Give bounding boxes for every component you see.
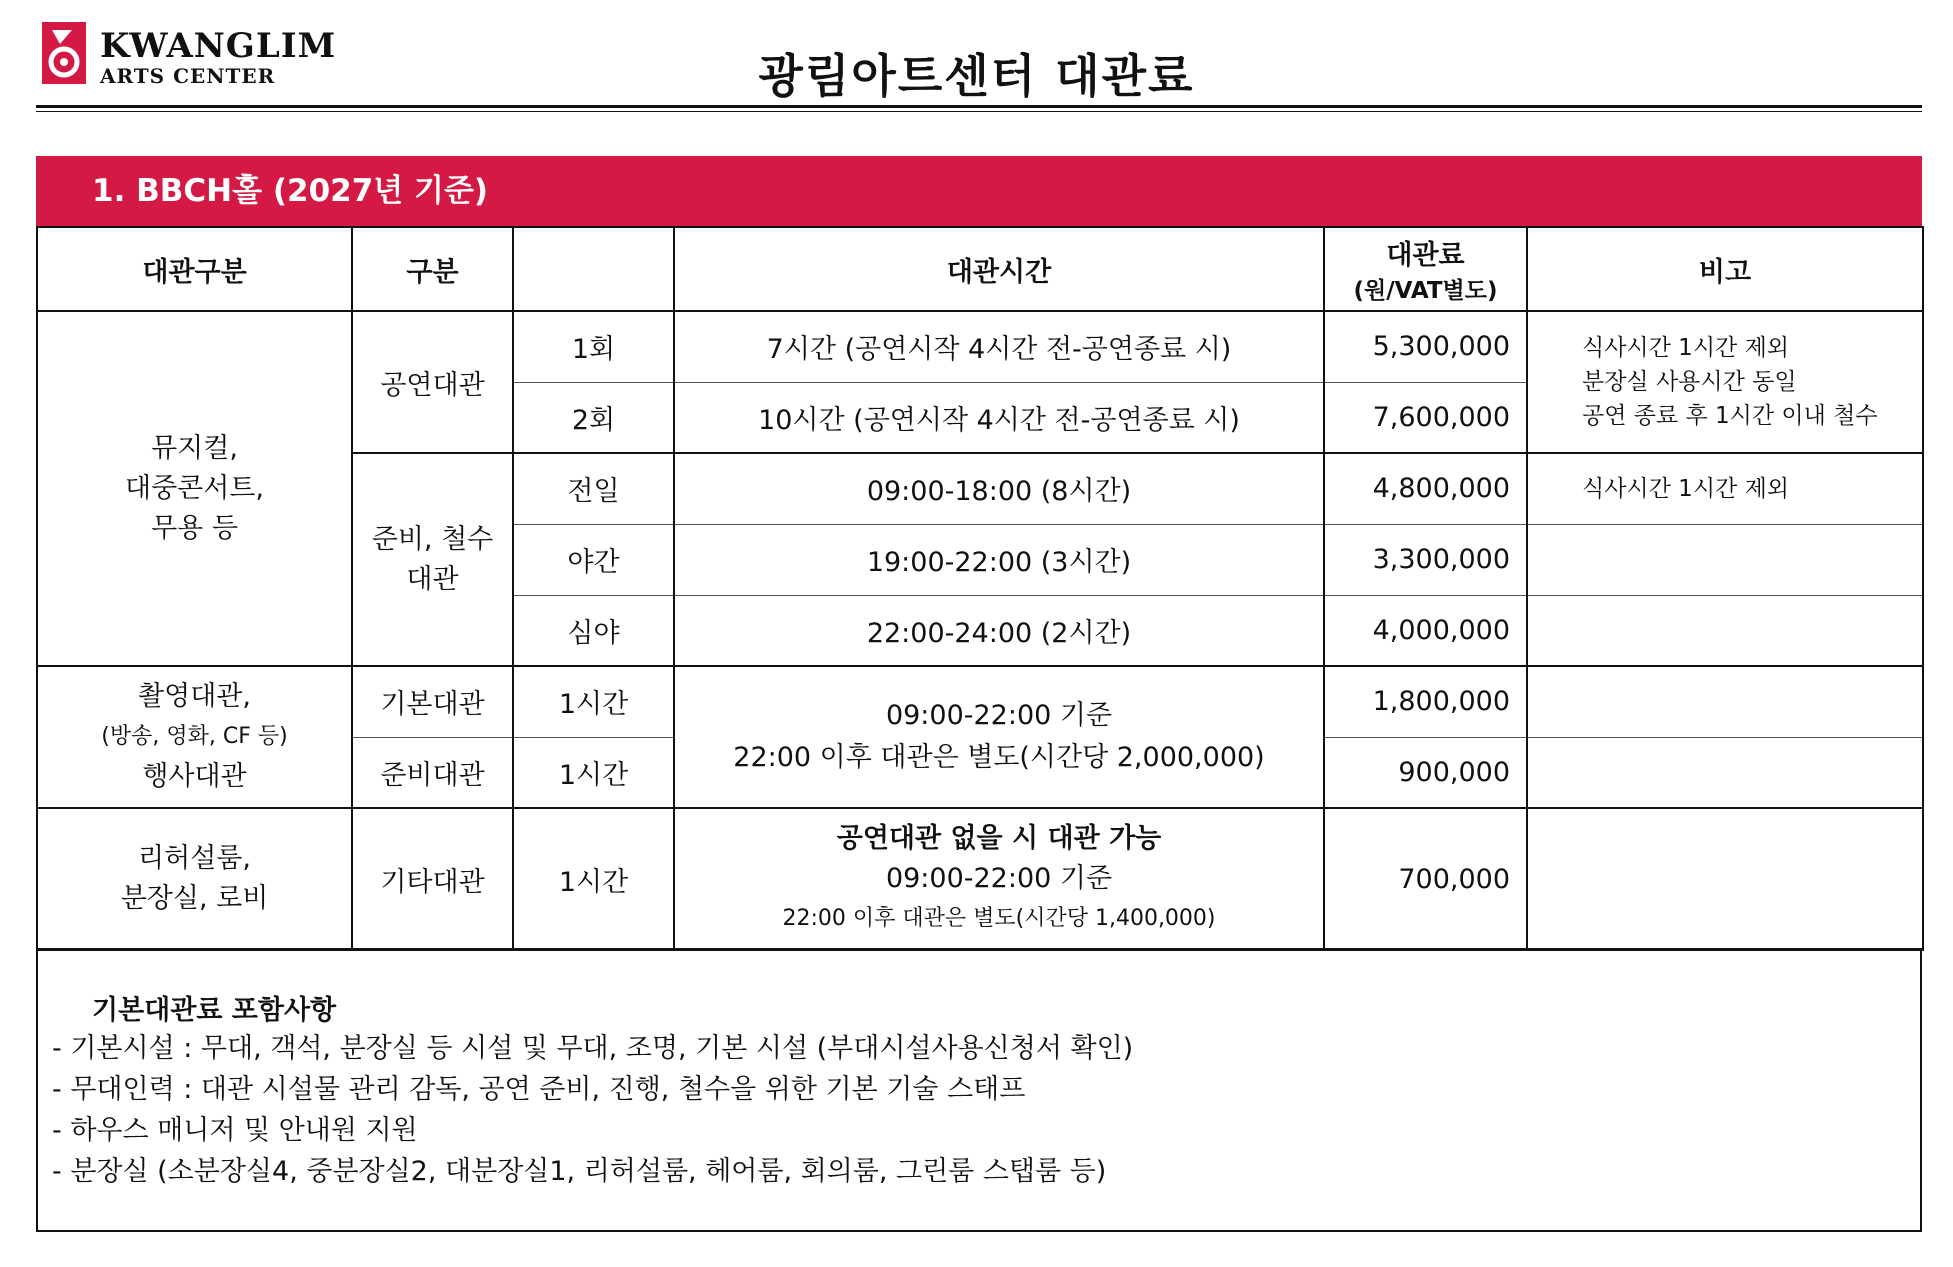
note-cell (1527, 808, 1923, 950)
table-row (37, 666, 1923, 737)
unit-cell: 1시간 (513, 737, 674, 808)
included-items-box (36, 948, 1922, 1232)
note-cell (1527, 595, 1923, 666)
logo-subtitle: ARTS CENTER (100, 64, 276, 88)
list-item: - 무대인력 : 대관 시설물 관리 감독, 공연 준비, 진행, 철수을 위한 기본 기술 스태프 (52, 1074, 1026, 1105)
table-row (37, 311, 1923, 382)
time-cell: 09:00-18:00 (8시간) (674, 453, 1324, 524)
rental-fee-table (36, 226, 1924, 951)
note-cell: 식사시간 1시간 제외 (1527, 453, 1923, 524)
list-item: - 하우스 매니저 및 안내원 지원 (52, 1115, 418, 1146)
time-cell: 10시간 (공연시작 4시간 전-공연종료 시) (674, 382, 1324, 453)
header-unit (513, 227, 674, 311)
header-time: 대관시간 (674, 227, 1324, 311)
time-cell: 19:00-22:00 (3시간) (674, 524, 1324, 595)
fee-cell: 1,800,000 (1324, 666, 1527, 737)
category-filming: 촬영대관, (방송, 영화, CF 등) 행사대관 (37, 666, 352, 808)
logo-name: KWANGLIM (100, 26, 337, 66)
unit-cell: 심야 (513, 595, 674, 666)
fee-cell: 4,800,000 (1324, 453, 1527, 524)
table-row (37, 808, 1923, 950)
note-cell (1527, 524, 1923, 595)
note-cell (1527, 666, 1923, 737)
time-cell: 7시간 (공연시작 4시간 전-공연종료 시) (674, 311, 1324, 382)
category-rehearsal: 리허설룸, 분장실, 로비 (37, 808, 352, 950)
header-fee-label: 대관료 (1386, 240, 1465, 271)
unit-cell: 2회 (513, 382, 674, 453)
type-cell: 기본대관 (352, 666, 513, 737)
header-rule-thin (36, 111, 1922, 112)
unit-cell: 1시간 (513, 666, 674, 737)
header-category: 대관구분 (37, 227, 352, 311)
type-prep: 준비, 철수 대관 (352, 453, 513, 666)
list-item: - 분장실 (소분장실4, 중분장실2, 대분장실1, 리허설룸, 헤어룸, 회의룸, 그린룸 스탭룸 등) (52, 1156, 1107, 1187)
included-title: 기본대관료 포함사항 (92, 995, 337, 1026)
fee-cell: 4,000,000 (1324, 595, 1527, 666)
time-rehearsal: 공연대관 없을 시 대관 가능 09:00-22:00 기준 22:00 이후 대관은 별도(시간당 1,400,000) (674, 808, 1324, 950)
table-header-row (37, 227, 1923, 311)
unit-cell: 전일 (513, 453, 674, 524)
header-note: 비고 (1527, 227, 1923, 311)
document-title: 광림아트센터 대관료 (758, 49, 1195, 103)
included-list (52, 1028, 1133, 1192)
note-performance: 식사시간 1시간 제외 분장실 사용시간 동일 공연 종료 후 1시간 이내 철수 (1527, 311, 1923, 453)
header-fee-sub: (원/VAT별도) (1353, 278, 1498, 304)
list-item: - 기본시설 : 무대, 객석, 분장실 등 시설 및 무대, 조명, 기본 시설 (부대시설사용신청서 확인) (52, 1033, 1134, 1064)
unit-cell: 1회 (513, 311, 674, 382)
header-type: 구분 (352, 227, 513, 311)
unit-cell: 1시간 (513, 808, 674, 950)
fee-cell: 5,300,000 (1324, 311, 1527, 382)
time-cell: 22:00-24:00 (2시간) (674, 595, 1324, 666)
category-musical: 뮤지컬, 대중콘서트, 무용 등 (37, 311, 352, 666)
fee-cell: 700,000 (1324, 808, 1527, 950)
type-cell: 준비대관 (352, 737, 513, 808)
header-fee (1324, 227, 1527, 311)
header-rule (36, 105, 1922, 108)
section-title-bar: 1. BBCH홀 (2027년 기준) (36, 156, 1922, 226)
fee-cell: 3,300,000 (1324, 524, 1527, 595)
fee-cell: 900,000 (1324, 737, 1527, 808)
unit-cell: 야간 (513, 524, 674, 595)
note-cell (1527, 737, 1923, 808)
type-cell: 기타대관 (352, 808, 513, 950)
type-performance: 공연대관 (352, 311, 513, 453)
fee-cell: 7,600,000 (1324, 382, 1527, 453)
time-filming: 09:00-22:00 기준 22:00 이후 대관은 별도(시간당 2,000,000) (674, 666, 1324, 808)
